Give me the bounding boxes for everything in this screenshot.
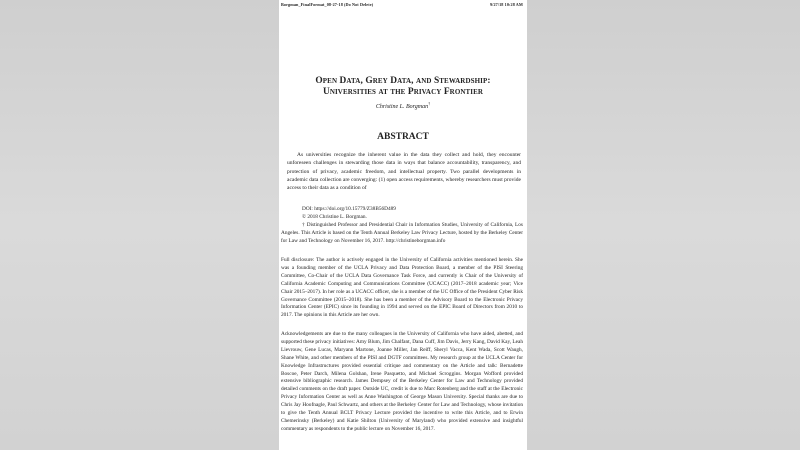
- author-name: Christine L. Borgman: [375, 104, 429, 110]
- running-head-left: Borgman_FinalFormat_08-27-18 (Do Not Delete): [281, 2, 374, 7]
- doi-line: DOI: https://doi.org/10.15779/Z38B56D489: [302, 206, 396, 212]
- article-title: [279, 76, 527, 98]
- running-head: [279, 2, 527, 10]
- author-footnote: † Distinguished Professor and Presidential Chair in Information Studies, University of California, Los Angeles. This Article is based on the Tenth Annual Berkeley Law Privacy Lecture, hosted by the Berkeley Center for Law and Technology on November 16, 2017. http://christineborgman.info: [281, 222, 523, 244]
- disclosure-footnote: Full disclosure: The author is actively engaged in the University of California activities mentioned herein. She was a founding member of the UCLA Privacy and Data Protection Board, a member of the PISI Steering Committee, Co-Chair of the UCLA Data Governance Task Force, and currently is Chair of the University of California Academic Computing and Communications Committee (UCACC) (2017–2018 academic year; Vice Chair 2015–2017). In her role as a UCACC officer, she is a member of the UC Office of the President Cyber Risk Governance Committee (2015–2018). She has been a member of the Advisory Board to the Electronic Privacy Information Center (EPIC) since its founding in 1994 and served on the EPIC Board of Directors from 2010 to 2017. The opinions in this Article are her own.: [281, 257, 523, 319]
- title-line-1: Open Data, Grey Data, and Stewardship:: [315, 76, 491, 86]
- running-head-date: 9/27/18 10:28 AM: [489, 2, 523, 7]
- author-byline: [279, 101, 527, 110]
- document-page[interactable]: [279, 0, 527, 450]
- left-background-panel: [0, 0, 279, 450]
- acknowledgements-footnote: Acknowledgements are due to the many colleagues in the University of California who have aided, abetted, and supported these privacy initiatives: Amy Blum, Jim Chalfant, Dana Cuff, Jim Davis, Jerry Kang, David Kay, Leah Lievrouw, Gene Lucas, Maryann Martone, Joanne Miller, Jan Reiff, Sheryl Vacca, Kent Wada, Scott Waugh, Shane White, and other members of the PISI and DGTF committees. My research group at the UCLA Center for Knowledge Infrastructures provided essential critique and commentary on the Article and talk: Bernadette Boscoe, Peter Darch, Milena Golshan, Irene Pasquetto, and Michael Scroggins. Morgan Wofford provided extensive bibliographic research. James Dempsey of the Berkeley Center for Law and Technology provided detailed comments on the draft paper. Outside UC, credit is due to Marc Rotenberg and the staff at the Electronic Privacy Information Center as well as Anne Washington of George Mason University. Special thanks are due to Chris Jay Hoofnagle, Paul Schwartz, and others at the Berkeley Center for Law and Technology, whose invitation to give the Tenth Annual BCLT Privacy Lecture provided the incentive to write this Article, and to Erwin Chemerinsky (Berkeley) and Katie Shilton (University of Maryland) who provided extensive and insightful commentary as respondents to the public lecture on November 16, 2017.: [281, 331, 523, 432]
- author-footnote-mark: †: [428, 101, 431, 106]
- abstract-heading: ABSTRACT: [377, 132, 429, 142]
- abstract-paragraph: As universities recognize the inherent value in the data they collect and hold, they encounter unforeseen challenges in stewarding those data in ways that balance accountability, transparency, and protection of privacy, academic freedom, and intellectual property. Two parallel developments in academic data collection are converging: (1) open access requirements, whereby researchers must provide access to their data as a condition of: [287, 152, 521, 192]
- copyright-line: © 2018 Christine L. Borgman.: [302, 214, 367, 220]
- title-line-2: Universities at the Privacy Frontier: [322, 87, 484, 97]
- right-background-panel: [527, 0, 800, 450]
